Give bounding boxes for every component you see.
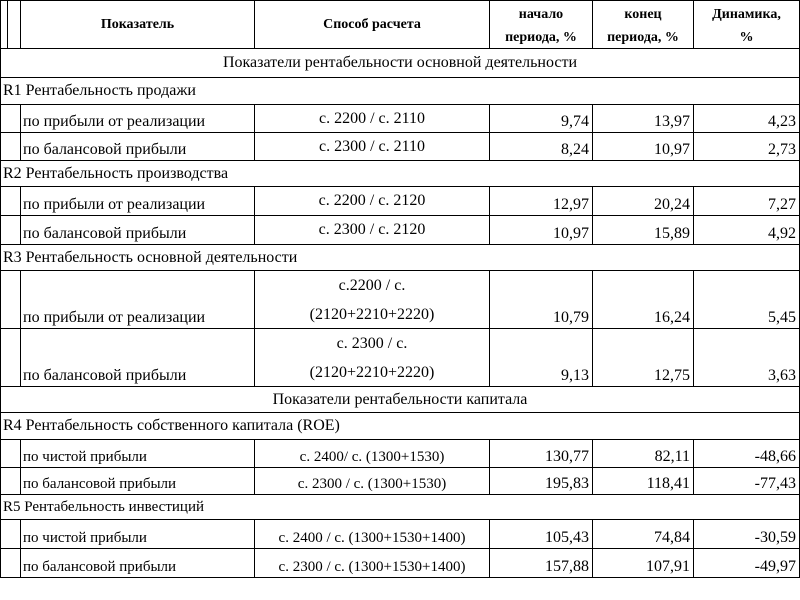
row-formula-line1: с.2200 / с.	[338, 277, 406, 294]
row-label: по балансовой прибыли	[23, 476, 177, 492]
group-title-r3: R3 Рентабельность основной деятельности	[3, 249, 298, 266]
row-start-value: 10,79	[553, 309, 589, 326]
header-indicator: Показатель	[100, 16, 175, 32]
row-dynamic-value: 3,63	[768, 367, 796, 384]
header-dynamic	[694, 1, 799, 48]
row-formula	[255, 271, 489, 328]
header-end	[593, 1, 693, 48]
row-label: по балансовой прибыли	[23, 141, 187, 158]
row-formula: с. 2300 / с. 2120	[318, 221, 426, 238]
row-formula	[255, 329, 489, 386]
row-dynamic-value: -30,59	[754, 529, 796, 546]
header-end-line1: конец	[624, 7, 662, 22]
grid-line	[0, 577, 800, 578]
row-start-value: 130,77	[545, 448, 589, 465]
row-label: по балансовой прибыли	[23, 225, 187, 242]
header-dynamic-line2: %	[739, 30, 754, 45]
row-label: по балансовой прибыли	[23, 559, 177, 575]
row-label: по прибыли от реализации	[23, 309, 206, 326]
header-dynamic-line1: Динамика,	[712, 7, 781, 22]
row-label: по прибыли от реализации	[23, 196, 206, 213]
row-start-value: 195,83	[545, 475, 589, 492]
row-start-value: 10,97	[553, 225, 589, 242]
row-start-value: 9,74	[561, 113, 589, 130]
row-dynamic-value: -48,66	[754, 448, 796, 465]
row-dynamic-value: 4,23	[768, 113, 796, 130]
row-end-value: 74,84	[654, 529, 690, 546]
row-dynamic-value: 2,73	[768, 141, 796, 158]
row-end-value: 20,24	[654, 196, 690, 213]
row-end-value: 118,41	[646, 475, 690, 492]
group-title-r2: R2 Рентабельность производства	[3, 165, 229, 182]
row-start-value: 9,13	[561, 367, 589, 384]
row-formula: с. 2400/ с. (1300+1530)	[299, 449, 445, 465]
row-formula: с. 2200 / с. 2120	[318, 192, 426, 209]
row-label: по балансовой прибыли	[23, 367, 187, 384]
row-label: по чистой прибыли	[23, 530, 147, 546]
row-dynamic-value: -49,97	[754, 558, 796, 575]
row-start-value: 12,97	[553, 196, 589, 213]
row-end-value: 13,97	[654, 113, 690, 130]
row-dynamic-value: 5,45	[768, 309, 796, 326]
header-start	[490, 1, 592, 48]
header-method: Способ расчета	[323, 16, 421, 32]
row-formula-line2: (2120+2210+2220)	[309, 306, 435, 323]
grid-line	[0, 48, 800, 49]
group-title-r4: R4 Рентабельность собственного капитала (ROE)	[3, 417, 340, 434]
row-formula-line1: с. 2300 / с.	[336, 335, 408, 352]
row-end-value: 15,89	[654, 225, 690, 242]
row-end-value: 16,24	[654, 309, 690, 326]
group-title-r1: R1 Рентабельность продажи	[3, 82, 196, 99]
group-title-r5: R5 Рентабельность инвестиций	[3, 499, 205, 515]
row-dynamic-value: 7,27	[768, 196, 796, 213]
row-formula: с. 2400 / с. (1300+1530+1400)	[278, 530, 466, 546]
header-end-line2: периода, %	[607, 30, 679, 45]
row-formula: с. 2200 / с. 2110	[318, 109, 426, 127]
row-formula: с. 2300 / с. (1300+1530)	[297, 476, 447, 492]
section-title: Показатели рентабельности основной деятельности	[222, 54, 578, 71]
header-start-line2: периода, %	[505, 30, 577, 45]
row-label: по прибыли от реализации	[23, 113, 206, 130]
row-dynamic-value: 4,92	[768, 225, 796, 242]
row-formula: с. 2300 / с. 2110	[318, 137, 426, 155]
row-label: по чистой прибыли	[23, 449, 147, 465]
row-start-value: 105,43	[545, 529, 589, 546]
header-start-line1: начало	[518, 7, 564, 22]
section-title: Показатели рентабельности капитала	[272, 391, 528, 408]
row-formula: с. 2300 / с. (1300+1530+1400)	[278, 559, 466, 575]
row-end-value: 10,97	[654, 141, 690, 158]
row-dynamic-value: -77,43	[754, 475, 796, 492]
grid-line	[7, 0, 8, 48]
row-end-value: 107,91	[646, 558, 690, 575]
row-start-value: 157,88	[545, 558, 589, 575]
row-formula-line2: (2120+2210+2220)	[309, 364, 435, 381]
row-start-value: 8,24	[561, 141, 589, 158]
row-end-value: 12,75	[654, 367, 690, 384]
row-end-value: 82,11	[654, 448, 690, 465]
